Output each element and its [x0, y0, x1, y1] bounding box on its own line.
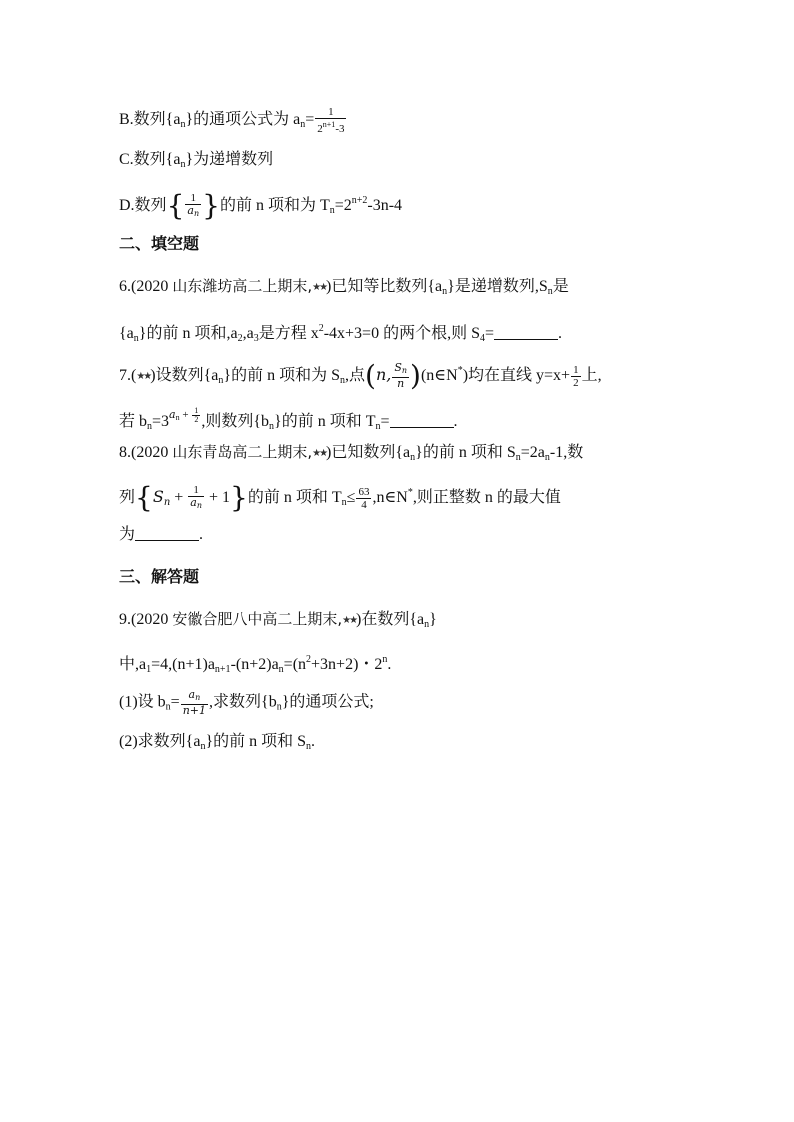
option-d-tail: -3n-4 [367, 197, 403, 214]
var-s: S [152, 487, 164, 506]
num-var: a [188, 688, 196, 701]
star-difficulty-icon: ★★ [136, 371, 151, 382]
subscript: n [442, 286, 448, 297]
den-var: a [187, 204, 194, 218]
answer-blank[interactable] [494, 325, 558, 340]
q8-l3-a: 为 [119, 526, 136, 543]
q7-text-5: )均在直线 y=x+ [462, 367, 571, 384]
numerator [392, 362, 409, 378]
equals: = [380, 413, 390, 430]
q6-l2-c: ,a [242, 325, 254, 342]
q9-p2-a: (2)求数列{a [119, 733, 201, 750]
q9-p2-b: }的前 n 项和 S [205, 733, 307, 750]
option-b-text: B.数列{a [119, 111, 181, 129]
q7-text-2: }的前 n 项和为 S [223, 367, 340, 384]
den-tail: -3 [335, 123, 345, 135]
q8-l2-e: ,则正整数 n 的最大值 [412, 489, 561, 506]
subscript: n [515, 452, 521, 463]
question-8-line-1 [119, 441, 583, 469]
superscript: n [382, 654, 388, 665]
q6-text-3: 是 [552, 278, 569, 295]
answer-blank[interactable] [135, 526, 199, 541]
plus-one: + 1 [205, 489, 231, 506]
subscript: n [278, 664, 284, 675]
q6-l2-b: }的前 n 项和,a [138, 325, 238, 342]
q9-p1-a: (1)设 b [119, 693, 166, 711]
exp-plus: + [179, 409, 192, 421]
subscript: n [163, 497, 171, 508]
q6-source: 山东潍坊高二上期末, [172, 277, 313, 295]
q7-l2-d: }的前 n 项和 T [274, 413, 376, 430]
numerator: 1 [185, 192, 201, 205]
denominator: 2 [194, 414, 199, 424]
subscript: n [147, 421, 153, 432]
q9-source: 安徽合肥八中高二上期末, [172, 610, 343, 628]
question-9-part-2 [119, 731, 315, 758]
subscript: 3 [253, 333, 259, 344]
question-6-line-1 [119, 275, 569, 303]
q8-source: 山东青岛高二上期末, [172, 443, 313, 461]
q9-l2-c: -(n+2)a [230, 656, 279, 673]
fraction [188, 484, 204, 512]
q6-l2-a: {a [119, 325, 134, 342]
denominator: 2 [573, 376, 579, 389]
fraction [192, 407, 200, 424]
option-c-text: C.数列{a [119, 151, 181, 168]
subscript: n [269, 421, 275, 432]
q9-text-2: } [429, 611, 437, 628]
equals: = [170, 693, 180, 711]
star-difficulty-icon: ★★ [312, 448, 327, 459]
brace-close: } [230, 481, 248, 514]
option-d-mid: 的前 n 项和为 T [219, 197, 330, 214]
den-exp: n+1 [322, 120, 336, 129]
q7-l2-a: 若 b [119, 413, 148, 430]
subscript: n [410, 452, 416, 463]
subscript: n+1 [214, 664, 231, 675]
option-d-text: D.数列 [119, 197, 167, 214]
denominator [315, 119, 346, 135]
paren-open: ( [365, 359, 376, 392]
question-9-line-2 [119, 649, 391, 681]
fraction [356, 486, 371, 511]
q9-number: 9.(2020 [119, 611, 173, 628]
fraction [315, 106, 346, 135]
subscript: n [300, 119, 306, 131]
q8-text-4: -1,数 [549, 444, 584, 461]
section-heading-answer: 三、解答题 [119, 567, 200, 586]
subscript: n [339, 375, 345, 386]
leq: ≤ [346, 489, 356, 506]
subscript: 4 [479, 333, 485, 344]
q9-l2-b: =4,(n+1)a [151, 656, 215, 673]
equals: =2 [334, 197, 352, 214]
numerator: 1 [573, 363, 579, 376]
q7-text-6: 上, [581, 367, 602, 384]
brace-open: { [135, 481, 153, 514]
star-difficulty-icon: ★★ [342, 615, 357, 626]
numerator: 63 [358, 485, 370, 498]
superscript: n+2 [351, 195, 368, 206]
subscript: n [329, 205, 335, 216]
q7-text-4: (n∈N [420, 367, 458, 384]
plus: + [170, 489, 188, 506]
q9-l2-e: +3n+2)・2 [311, 656, 383, 673]
fraction [392, 362, 409, 390]
star-difficulty-icon: ★★ [312, 282, 327, 293]
question-8-line-2 [119, 482, 561, 514]
den-var: a [190, 496, 197, 510]
q8-text-3: =2a [520, 444, 545, 461]
subscript: n [218, 375, 224, 386]
subscript: n [165, 701, 171, 713]
question-9-line-1 [119, 608, 437, 636]
superscript: * [457, 365, 463, 376]
subscript: n [341, 497, 347, 508]
section-heading-fill-in: 二、填空题 [119, 234, 200, 253]
paren-close: ) [410, 359, 421, 392]
numerator: 1 [315, 106, 346, 119]
q6-text: )已知等比数列{a [326, 278, 443, 295]
numerator [181, 689, 208, 705]
subscript: n [544, 452, 550, 463]
subscript: n [276, 701, 282, 713]
question-7-line-2 [119, 404, 458, 438]
option-b [119, 106, 347, 136]
numerator: 1 [194, 405, 199, 415]
num-sub: n [401, 366, 408, 376]
q6-l2-d: 是方程 x [258, 325, 319, 342]
question-8-line-3 [119, 524, 203, 546]
q7-text: )设数列{a [150, 367, 219, 384]
den-base: 2 [317, 123, 323, 135]
num-sub: n [195, 693, 201, 702]
superscript: * [407, 487, 413, 498]
subscript: n [180, 119, 186, 131]
option-b-text-mid: }的通项公式为 a [185, 111, 301, 129]
q7-number: 7.( [119, 367, 137, 384]
fraction [181, 689, 208, 717]
q8-text: )已知数列{a [326, 444, 411, 461]
q7-text-3: ,点 [344, 367, 365, 384]
subscript: n [375, 421, 381, 432]
denominator [185, 205, 201, 220]
denominator: 4 [361, 498, 367, 511]
q6-l2-e: -4x+3=0 的两个根,则 S [323, 325, 480, 342]
equals: = [484, 325, 495, 342]
subscript: n [180, 159, 186, 170]
q9-p1-d: }的通项公式; [281, 693, 374, 711]
q8-number: 8.(2020 [119, 444, 173, 461]
exponent [169, 405, 201, 424]
fraction [571, 364, 581, 389]
question-7-line-1 [119, 360, 602, 392]
answer-blank[interactable] [390, 413, 454, 428]
q6-text-2: }是递增数列,S [447, 278, 548, 295]
subscript: n [200, 741, 206, 752]
q6-number: 6.(2020 [119, 278, 173, 295]
q9-p1-c: ,求数列{b [209, 693, 277, 711]
question-6-line-2 [119, 318, 562, 350]
question-9-part-1 [119, 689, 374, 719]
period: . [387, 656, 392, 673]
denominator: n [397, 377, 405, 391]
fraction [185, 192, 201, 220]
subscript: n [424, 619, 430, 630]
subscript: 2 [237, 333, 243, 344]
subscript: n [547, 286, 553, 297]
exp-var: a [169, 408, 176, 421]
subscript: 1 [146, 664, 152, 675]
den-sub: n [193, 209, 200, 219]
option-c-tail: }为递增数列 [185, 151, 274, 168]
exp-sub: n [175, 413, 180, 422]
point-n: n, [375, 365, 392, 384]
denominator [188, 497, 204, 512]
period: . [311, 733, 316, 750]
superscript: 2 [318, 323, 324, 334]
q8-l2-d: ,n∈N [372, 489, 408, 506]
q8-l2-a: 列 [119, 489, 136, 506]
q8-l2-b: 的前 n 项和 T [247, 489, 342, 506]
q9-l2-d: =(n [283, 656, 307, 673]
q7-l2-c: ,则数列{b [201, 413, 270, 430]
q8-text-2: }的前 n 项和 S [415, 444, 516, 461]
option-d [119, 190, 402, 222]
superscript: 2 [306, 654, 312, 665]
equals: = [305, 111, 315, 129]
period: . [558, 325, 563, 342]
numerator: 1 [188, 484, 204, 497]
q9-l2-a: 中,a [119, 656, 147, 673]
subscript: n [306, 741, 312, 752]
brace-close: } [202, 189, 220, 222]
q9-text: )在数列{a [356, 611, 425, 628]
q7-l2-b: =3 [152, 413, 170, 430]
brace-open: { [166, 189, 185, 222]
period: . [453, 413, 458, 430]
denominator: n+1 [182, 704, 207, 717]
option-c [119, 149, 273, 176]
num-var: S [394, 361, 402, 375]
period: . [199, 526, 204, 543]
den-sub: n [196, 501, 203, 511]
subscript: n [133, 333, 139, 344]
